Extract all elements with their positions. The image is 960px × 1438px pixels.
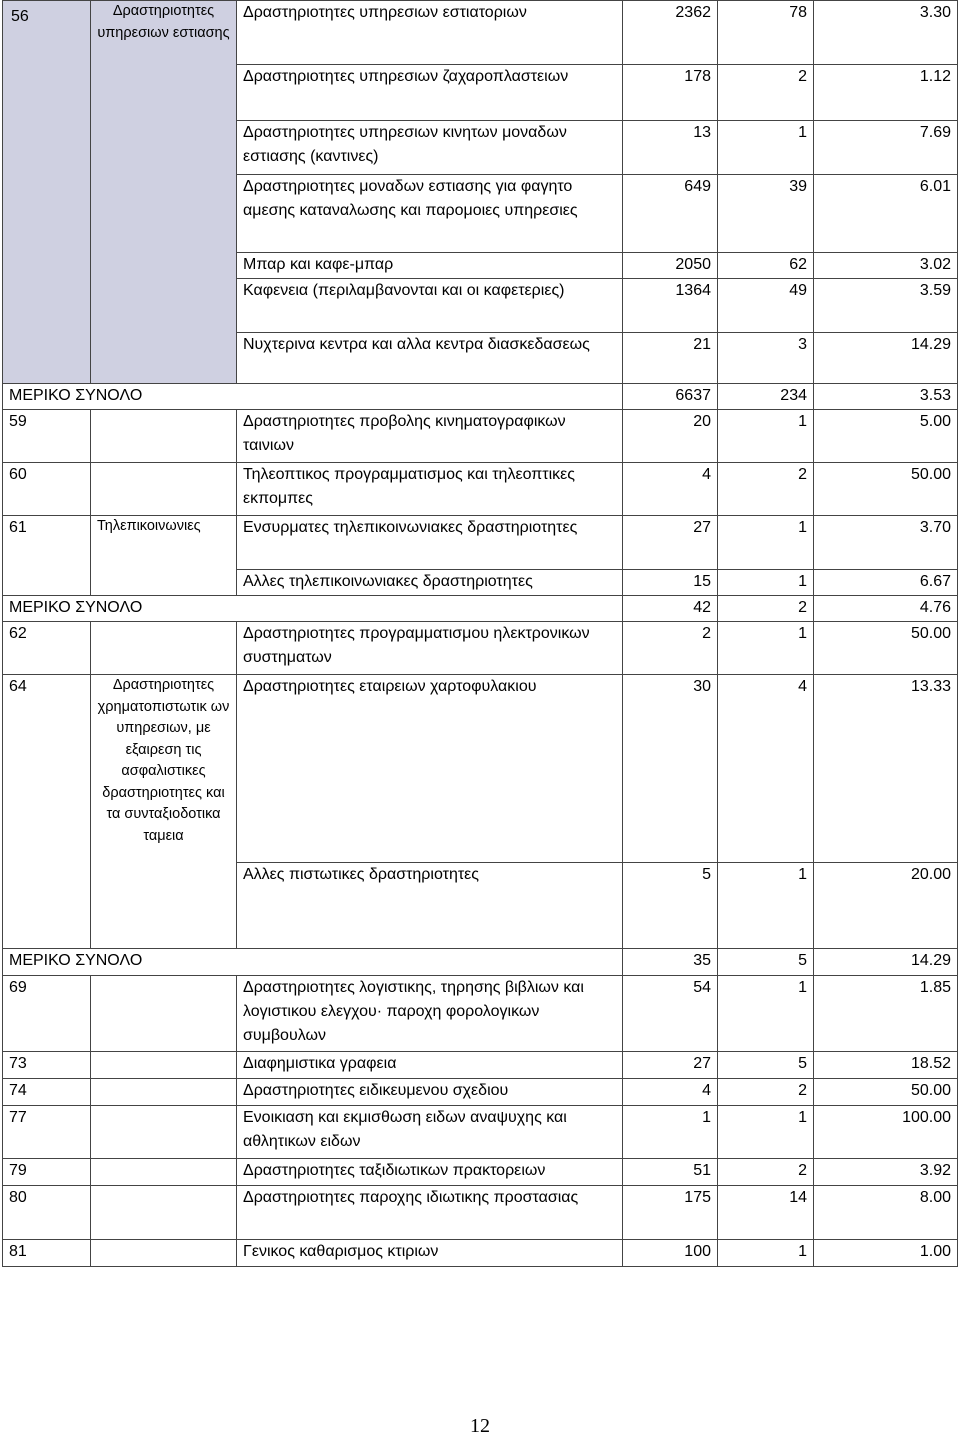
code-cell: 69	[3, 976, 91, 1052]
activity-cell: Αλλες πιστωτικες δραστηριοτητες	[237, 863, 623, 949]
percent-cell: 13.33	[814, 675, 958, 863]
percent-cell: 7.69	[814, 121, 958, 175]
group-cell	[91, 976, 237, 1052]
table-row	[3, 976, 958, 1052]
activity-cell: Μπαρ και καφε-μπαρ	[237, 253, 623, 279]
count-cell: 27	[623, 1052, 718, 1079]
activity-cell: Ενσυρματες τηλεπικοινωνιακες δραστηριοτητες	[237, 516, 623, 570]
table-row	[3, 516, 958, 570]
count-cell: 13	[623, 121, 718, 175]
activity-cell: Δραστηριοτητες προγραμματισμου ηλεκτρονικων συστηματων	[237, 622, 623, 675]
percent-cell: 14.29	[814, 333, 958, 384]
count-cell: 21	[623, 333, 718, 384]
activity-cell: Ενοικιαση και εκμισθωση ειδων αναψυχης και αθλητικων ειδων	[237, 1106, 623, 1159]
percent-cell: 50.00	[814, 1079, 958, 1106]
group-cell: Τηλεπικοινωνιες	[91, 516, 237, 596]
subtotal-row	[3, 596, 958, 622]
count-cell: 5	[623, 863, 718, 949]
table-row	[3, 1052, 958, 1079]
code-cell: 59	[3, 410, 91, 463]
count-cell: 54	[623, 976, 718, 1052]
activity-cell: Καφενεια (περιλαμβανονται και οι καφετεριες)	[237, 279, 623, 333]
count-cell: 27	[623, 516, 718, 570]
code-cell: 74	[3, 1079, 91, 1106]
group-cell	[91, 1079, 237, 1106]
count-cell: 39	[718, 175, 814, 253]
percent-cell: 20.00	[814, 863, 958, 949]
count-cell: 1	[718, 622, 814, 675]
activity-cell: Δραστηριοτητες παροχης ιδιωτικης προστασιας	[237, 1186, 623, 1240]
statistics-table	[2, 0, 958, 1267]
count-cell: 1	[718, 410, 814, 463]
percent-cell: 4.76	[814, 596, 958, 622]
count-cell: 175	[623, 1186, 718, 1240]
activity-cell: Δραστηριοτητες λογιστικης, τηρησης βιβλιων και λογιστικου ελεγχου· παροχη φορολογικων συμβουλων	[237, 976, 623, 1052]
count-cell: 6637	[623, 384, 718, 410]
count-cell: 78	[718, 1, 814, 65]
count-cell: 2	[718, 1079, 814, 1106]
count-cell: 2	[718, 1159, 814, 1186]
percent-cell: 5.00	[814, 410, 958, 463]
table-row	[3, 1186, 958, 1240]
percent-cell: 3.30	[814, 1, 958, 65]
count-cell: 1	[718, 1106, 814, 1159]
table-row	[3, 1079, 958, 1106]
code-cell: 77	[3, 1106, 91, 1159]
count-cell: 5	[718, 949, 814, 976]
group-cell: Δραστηριοτητες χρηματοπιστωτικ ων υπηρεσιων, με εξαιρεση τις ασφαλιστικες δραστηριοτητες και τα συνταξιοδοτικα ταμεια	[91, 675, 237, 949]
subtotal-row	[3, 949, 958, 976]
count-cell: 4	[623, 1079, 718, 1106]
count-cell: 649	[623, 175, 718, 253]
activity-cell: Δραστηριοτητες εταιρειων χαρτοφυλακιου	[237, 675, 623, 863]
count-cell: 1	[718, 570, 814, 596]
percent-cell: 6.01	[814, 175, 958, 253]
count-cell: 2050	[623, 253, 718, 279]
percent-cell: 1.00	[814, 1240, 958, 1267]
code-cell: 61	[3, 516, 91, 596]
percent-cell: 1.85	[814, 976, 958, 1052]
count-cell: 178	[623, 65, 718, 121]
group-cell	[91, 1052, 237, 1079]
percent-cell: 100.00	[814, 1106, 958, 1159]
count-cell: 30	[623, 675, 718, 863]
activity-cell: Τηλεοπτικος προγραμματισμος και τηλεοπτικες εκπομπες	[237, 463, 623, 516]
group-cell	[91, 1106, 237, 1159]
percent-cell: 3.92	[814, 1159, 958, 1186]
activity-cell: Δραστηριοτητες μοναδων εστιασης για φαγητο αμεσης καταναλωσης και παρομοιες υπηρεσιες	[237, 175, 623, 253]
count-cell: 20	[623, 410, 718, 463]
activity-cell: Δραστηριοτητες υπηρεσιων εστιατοριων	[237, 1, 623, 65]
table-row	[3, 463, 958, 516]
count-cell: 1364	[623, 279, 718, 333]
percent-cell: 50.00	[814, 622, 958, 675]
count-cell: 4	[623, 463, 718, 516]
group-cell	[91, 1240, 237, 1267]
count-cell: 1	[718, 863, 814, 949]
activity-cell: Νυχτερινα κεντρα και αλλα κεντρα διασκεδασεως	[237, 333, 623, 384]
percent-cell: 18.52	[814, 1052, 958, 1079]
count-cell: 4	[718, 675, 814, 863]
code-cell: 56	[3, 1, 91, 384]
group-cell	[91, 1186, 237, 1240]
activity-cell: Δραστηριοτητες υπηρεσιων ζαχαροπλαστειων	[237, 65, 623, 121]
table-row	[3, 675, 958, 863]
code-cell: 64	[3, 675, 91, 949]
percent-cell: 3.53	[814, 384, 958, 410]
count-cell: 234	[718, 384, 814, 410]
percent-cell: 8.00	[814, 1186, 958, 1240]
count-cell: 2	[718, 463, 814, 516]
table-row	[3, 1240, 958, 1267]
count-cell: 2362	[623, 1, 718, 65]
count-cell: 1	[718, 976, 814, 1052]
table-row	[3, 622, 958, 675]
count-cell: 3	[718, 333, 814, 384]
count-cell: 62	[718, 253, 814, 279]
code-cell: 81	[3, 1240, 91, 1267]
subtotal-label: ΜΕΡΙΚΟ ΣΥΝΟΛΟ	[3, 949, 623, 976]
count-cell: 15	[623, 570, 718, 596]
activity-cell: Γενικος καθαρισμος κτιριων	[237, 1240, 623, 1267]
count-cell: 1	[623, 1106, 718, 1159]
group-cell	[91, 622, 237, 675]
subtotal-label: ΜΕΡΙΚΟ ΣΥΝΟΛΟ	[3, 384, 623, 410]
group-cell: Δραστηριοτητες υπηρεσιων εστιασης	[91, 1, 237, 384]
activity-cell: Δραστηριοτητες ειδικευμενου σχεδιου	[237, 1079, 623, 1106]
code-cell: 62	[3, 622, 91, 675]
count-cell: 49	[718, 279, 814, 333]
percent-cell: 1.12	[814, 65, 958, 121]
table-row	[3, 1159, 958, 1186]
count-cell: 1	[718, 1240, 814, 1267]
count-cell: 14	[718, 1186, 814, 1240]
percent-cell: 3.59	[814, 279, 958, 333]
percent-cell: 50.00	[814, 463, 958, 516]
percent-cell: 14.29	[814, 949, 958, 976]
group-cell	[91, 463, 237, 516]
activity-cell: Δραστηριοτητες υπηρεσιων κινητων μοναδων εστιασης (καντινες)	[237, 121, 623, 175]
count-cell: 35	[623, 949, 718, 976]
count-cell: 2	[718, 65, 814, 121]
subtotal-row	[3, 384, 958, 410]
count-cell: 42	[623, 596, 718, 622]
count-cell: 2	[718, 596, 814, 622]
activity-cell: Διαφημιστικα γραφεια	[237, 1052, 623, 1079]
count-cell: 100	[623, 1240, 718, 1267]
code-cell: 79	[3, 1159, 91, 1186]
code-cell: 80	[3, 1186, 91, 1240]
percent-cell: 3.02	[814, 253, 958, 279]
activity-cell: Δραστηριοτητες προβολης κινηματογραφικων ταινιων	[237, 410, 623, 463]
count-cell: 5	[718, 1052, 814, 1079]
count-cell: 2	[623, 622, 718, 675]
code-cell: 73	[3, 1052, 91, 1079]
table-row	[3, 410, 958, 463]
code-cell: 60	[3, 463, 91, 516]
percent-cell: 3.70	[814, 516, 958, 570]
count-cell: 51	[623, 1159, 718, 1186]
table-row	[3, 1, 958, 65]
page-number: 12	[470, 1415, 490, 1437]
percent-cell: 6.67	[814, 570, 958, 596]
activity-cell: Δραστηριοτητες ταξιδιωτικων πρακτορειων	[237, 1159, 623, 1186]
group-cell	[91, 410, 237, 463]
table-row	[3, 1106, 958, 1159]
activity-cell: Αλλες τηλεπικοινωνιακες δραστηριοτητες	[237, 570, 623, 596]
group-cell	[91, 1159, 237, 1186]
count-cell: 1	[718, 516, 814, 570]
count-cell: 1	[718, 121, 814, 175]
subtotal-label: ΜΕΡΙΚΟ ΣΥΝΟΛΟ	[3, 596, 623, 622]
